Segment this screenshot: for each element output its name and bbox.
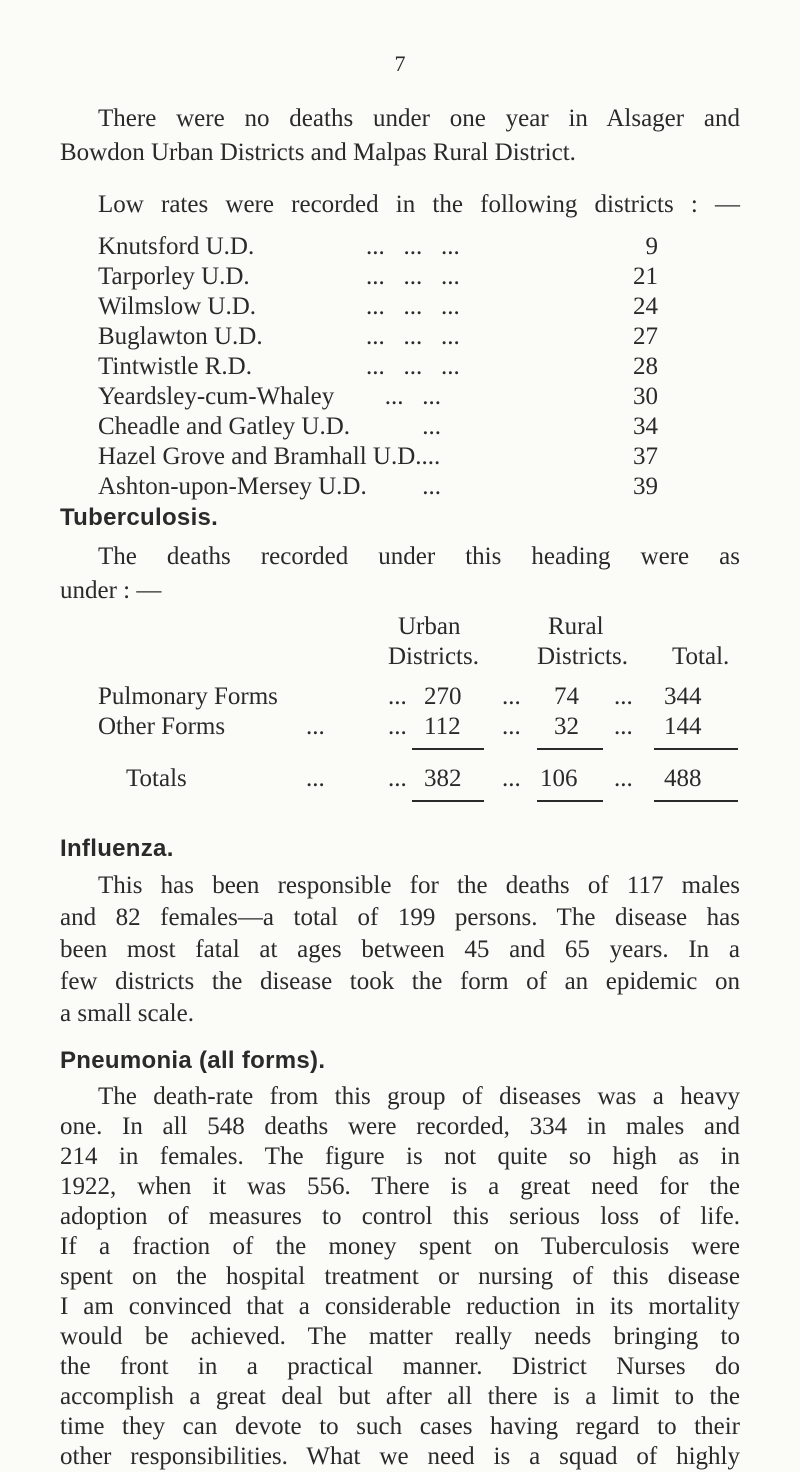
district-rate-row — [98, 322, 658, 352]
district-name: Ashton-upon-Mersey U.D. — [98, 473, 367, 500]
district-name: Wilmslow U.D. — [98, 293, 257, 320]
intro-line: Bowdon Urban Districts and Malpas Rural District. — [60, 139, 576, 166]
leader-dots: ... — [614, 765, 633, 792]
district-rate-value: 39 — [633, 473, 658, 500]
leader-dots: ... — [502, 765, 521, 792]
district-name: Tintwistle R.D. — [98, 353, 252, 380]
text-line: spent on the hospital treatment or nursing of this disease — [60, 1263, 740, 1290]
text-line: 214 in females. The figure is not quite so high as in — [60, 1143, 740, 1170]
cell-pulmonary-rural: 74 — [554, 683, 579, 710]
influenza-heading: Influenza. — [60, 835, 174, 862]
district-name: Tarporley U.D. — [98, 263, 250, 290]
district-rate-value: 24 — [633, 293, 658, 320]
col-header-urban: Districts. — [388, 643, 479, 670]
col-header-rural: Rural — [548, 613, 604, 640]
cell-other-urban: 112 — [424, 713, 461, 740]
subtotal-rule — [412, 748, 484, 750]
leader-dots: ... — [388, 713, 407, 740]
leader-dots: ... ... ... — [366, 353, 460, 380]
district-rate-value: 37 — [633, 443, 658, 470]
col-header-rural: Districts. — [537, 643, 628, 670]
leader-dots: ... — [388, 683, 407, 710]
subtotal-rule — [654, 748, 738, 750]
row-label-pulmonary: Pulmonary Forms — [98, 683, 278, 710]
leader-dots: ... — [614, 683, 633, 710]
row-label-totals: Totals — [126, 765, 187, 792]
text-line: a small scale. — [60, 1000, 194, 1027]
text-line: would be achieved. The matter really needs bringing to — [60, 1323, 740, 1350]
total-rule — [412, 800, 484, 802]
district-rate-row — [98, 382, 658, 412]
text-line: I am convinced that a considerable reduction in its mortality — [60, 1293, 740, 1320]
district-rate-row — [98, 232, 658, 262]
col-header-urban: Urban — [398, 613, 461, 640]
district-rate-row — [98, 472, 658, 502]
leader-dots: ... — [388, 765, 407, 792]
leader-dots: ... — [502, 713, 521, 740]
total-rule — [537, 800, 603, 802]
district-rate-value: 21 — [633, 263, 658, 290]
cell-other-rural: 32 — [554, 713, 579, 740]
text-line: few districts the disease took the form of an epidemic on — [60, 968, 740, 995]
leader-dots: ... — [306, 713, 325, 740]
cell-totals-total: 488 — [664, 765, 702, 792]
intro-paragraph — [60, 102, 740, 170]
tuberculosis-heading: Tuberculosis. — [60, 504, 219, 531]
text-line: other responsibilities. What we need is a squad of highly — [60, 1443, 740, 1470]
district-rate-value: 27 — [633, 323, 658, 350]
district-rate-value: 28 — [633, 353, 658, 380]
district-rate-row — [98, 292, 658, 322]
leader-dots: ... ... ... — [366, 233, 460, 260]
district-name: Cheadle and Gatley U.D. — [98, 413, 351, 440]
district-rate-row — [98, 352, 658, 382]
district-name: Knutsford U.D. — [98, 233, 255, 260]
district-rate-row — [98, 442, 658, 472]
leader-dots: ... — [502, 683, 521, 710]
district-name: Hazel Grove and Bramhall U.D.... — [98, 443, 441, 470]
leader-dots: ... ... ... — [366, 263, 460, 290]
district-rate-value: 9 — [645, 233, 658, 260]
text-line: adoption of measures to control this serious loss of life. — [60, 1203, 740, 1230]
page-number: 7 — [394, 51, 406, 76]
subtotal-rule — [537, 748, 603, 750]
leader-dots: ... ... ... — [366, 293, 460, 320]
cell-totals-rural: 106 — [540, 765, 578, 792]
cell-totals-urban: 382 — [424, 765, 462, 792]
total-rule — [654, 800, 738, 802]
text-line: The death-rate from this group of diseases was a heavy — [98, 1083, 740, 1110]
district-rate-value: 34 — [633, 413, 658, 440]
low-rates-intro: Low rates were recorded in the following districts : — — [98, 191, 740, 218]
intro-line: There were no deaths under one year in Alsager and — [98, 105, 740, 132]
leader-dots: ... — [306, 765, 325, 792]
low-rates-list — [98, 232, 658, 502]
district-rate-row — [98, 412, 658, 442]
cell-pulmonary-total: 344 — [664, 683, 702, 710]
pneumonia-heading: Pneumonia (all forms). — [60, 1047, 326, 1074]
text-line: time they can devote to such cases having regard to their — [60, 1413, 740, 1440]
row-label-other: Other Forms — [98, 713, 226, 740]
leader-dots: ... ... — [366, 383, 441, 410]
cell-pulmonary-urban: 270 — [424, 683, 462, 710]
leader-dots: ... — [614, 713, 633, 740]
text-line: 1922, when it was 556. There is a great need for the — [60, 1173, 740, 1200]
district-rate-value: 30 — [633, 383, 658, 410]
col-header-total: Total. — [672, 643, 730, 670]
text-line: and 82 females—a total of 199 persons. The disease has — [60, 904, 740, 931]
cell-other-total: 144 — [664, 713, 702, 740]
pneumonia-paragraph — [60, 1082, 740, 1472]
text-line: the front in a practical manner. District Nurses do — [60, 1353, 740, 1380]
influenza-paragraph — [60, 870, 740, 1030]
leader-dots: ... — [366, 473, 441, 500]
text-line: This has been responsible for the deaths of 117 males — [98, 872, 740, 899]
text-line: If a fraction of the money spent on Tuberculosis were — [60, 1233, 740, 1260]
tuberculosis-intro: The deaths recorded under this heading were as under : — — [60, 543, 740, 604]
text-line: one. In all 548 deaths were recorded, 334 in males and — [60, 1113, 740, 1140]
text-line: been most fatal at ages between 45 and 65 years. In a — [60, 936, 740, 963]
district-name: Buglawton U.D. — [98, 323, 263, 350]
district-name: Yeardsley-cum-Whaley — [98, 383, 335, 410]
district-rate-row — [98, 262, 658, 292]
leader-dots: ... ... ... — [366, 323, 460, 350]
text-line: accomplish a great deal but after all there is a limit to the — [60, 1383, 740, 1410]
leader-dots: ... — [366, 413, 441, 440]
